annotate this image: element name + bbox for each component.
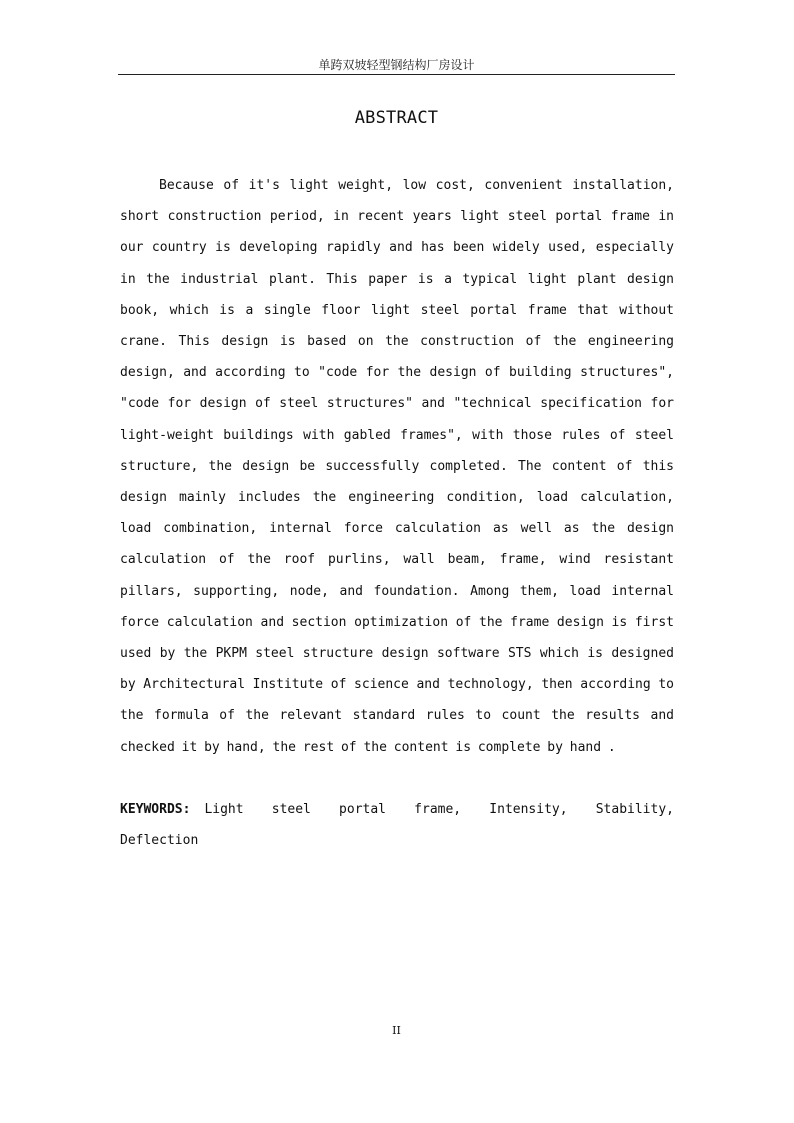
abstract-title: ABSTRACT — [354, 108, 439, 128]
keywords-label: KEYWORDS: — [120, 802, 191, 817]
abstract-body: Because of it's light weight, low cost, convenient installation, short construction period, in recent years light steel portal frame in our country is developing rapidly and has been widely used, especially in the industrial plant. This paper is a typical light plant design book, which is a single floor light steel portal frame that without crane. This design is based on the construction of the engineering design, and according to "code for the design of building structures", "code for design of steel structures" and "technical specification for light-weight buildings with gabled frames", with those rules of steel structure, the design be successfully completed. The content of this design mainly includes the engineering condition, load calculation, load combination, internal force calculation as well as the design calculation of the roof purlins, wall beam, frame, wind resistant pillars, supporting, node, and foundation. Among them, load internal force calculation and section optimization of the frame design is first used by the PKPM steel structure design software STS which is designed by Architectural Institute of science and technology, then according to the formula of the relevant standard rules to count the results and checked it by hand, the rest of the content is complete by hand . — [120, 178, 674, 755]
keywords-values: Light steel portal frame, Intensity, Stability, Deflection — [120, 802, 674, 849]
running-header: 单跨双坡轻型钢结构厂房设计 — [318, 58, 475, 72]
keywords-line — [120, 794, 674, 856]
header-divider — [118, 74, 675, 75]
page-number: II — [392, 1024, 401, 1037]
